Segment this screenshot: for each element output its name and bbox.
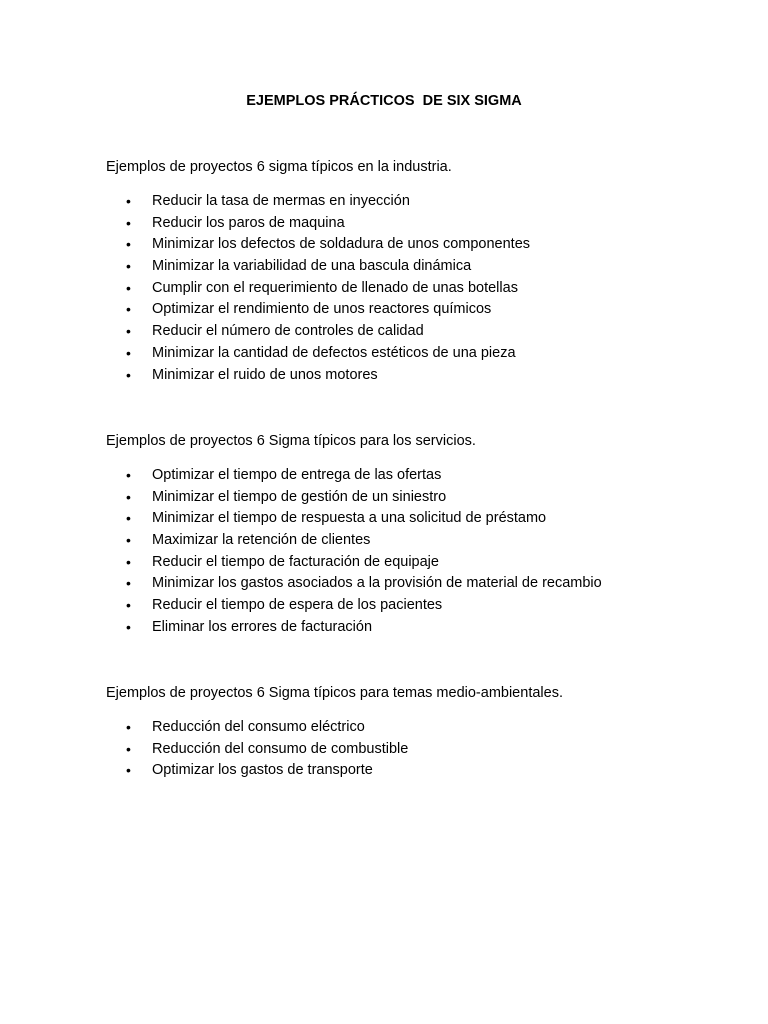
bullet-icon: • xyxy=(126,323,131,340)
list-item-text: Reducir el tiempo de facturación de equipaje xyxy=(152,553,439,570)
bullet-icon: • xyxy=(126,618,131,635)
bullet-icon: • xyxy=(126,236,131,253)
bullet-icon: • xyxy=(126,510,131,527)
bullet-icon: • xyxy=(126,488,131,505)
list-item-text: Minimizar el tiempo de respuesta a una solicitud de préstamo xyxy=(152,510,547,527)
list-item-text: Optimizar los gastos de transporte xyxy=(152,762,373,779)
section-intro-industria: Ejemplos de proyectos 6 sigma típicos en la industria. xyxy=(106,159,452,175)
list-item-text: Minimizar los defectos de soldadura de unos componentes xyxy=(152,236,531,253)
list-item-text: Optimizar el tiempo de entrega de las ofertas xyxy=(152,467,442,483)
list-item-text: Reducir el número de controles de calidad xyxy=(152,323,424,340)
bullet-icon: • xyxy=(126,214,131,231)
bullet-icon: • xyxy=(126,740,131,757)
list-item-text: Minimizar el tiempo de gestión de un siniestro xyxy=(152,488,447,505)
bullet-icon: • xyxy=(126,553,131,570)
bullet-icon: • xyxy=(126,719,131,735)
list-item-text: Maximizar la retención de clientes xyxy=(152,532,371,549)
bullet-icon: • xyxy=(126,193,131,209)
list-item-text: Optimizar el rendimiento de unos reactores químicos xyxy=(152,301,492,318)
section-intro-servicios: Ejemplos de proyectos 6 Sigma típicos para los servicios. xyxy=(106,433,476,449)
page-title: EJEMPLOS PRÁCTICOS DE SIX SIGMA xyxy=(246,93,522,109)
bullet-icon: • xyxy=(126,366,131,383)
list-item-text: Cumplir con el requerimiento de llenado de unas botellas xyxy=(152,279,518,296)
list-item-text: Minimizar el ruido de unos motores xyxy=(152,366,378,383)
bullet-icon: • xyxy=(126,597,131,614)
bullet-icon: • xyxy=(126,344,131,361)
bullet-icon: • xyxy=(126,575,131,592)
list-item-text: Reducir el tiempo de espera de los pacientes xyxy=(152,597,443,614)
list-item-text: Minimizar la cantidad de defectos estéticos de una pieza xyxy=(152,344,516,361)
bullet-icon: • xyxy=(126,762,131,779)
list-item-text: Reducción del consumo eléctrico xyxy=(152,719,365,735)
list-item-text: Reducción del consumo de combustible xyxy=(152,740,409,757)
list-item-text: Minimizar la variabilidad de una bascula dinámica xyxy=(152,258,472,275)
bullet-icon: • xyxy=(126,532,131,549)
bullet-icon: • xyxy=(126,279,131,296)
bullet-icon: • xyxy=(126,467,131,483)
list-item-text: Reducir la tasa de mermas en inyección xyxy=(152,193,410,209)
list-item-text: Eliminar los errores de facturación xyxy=(152,618,373,635)
bullet-icon: • xyxy=(126,301,131,318)
list-item-text: Reducir los paros de maquina xyxy=(152,214,345,231)
bullet-icon: • xyxy=(126,258,131,275)
list-item-text: Minimizar los gastos asociados a la provisión de material de recambio xyxy=(152,575,602,592)
section-intro-medio-ambientales: Ejemplos de proyectos 6 Sigma típicos para temas medio-ambientales. xyxy=(106,685,563,701)
